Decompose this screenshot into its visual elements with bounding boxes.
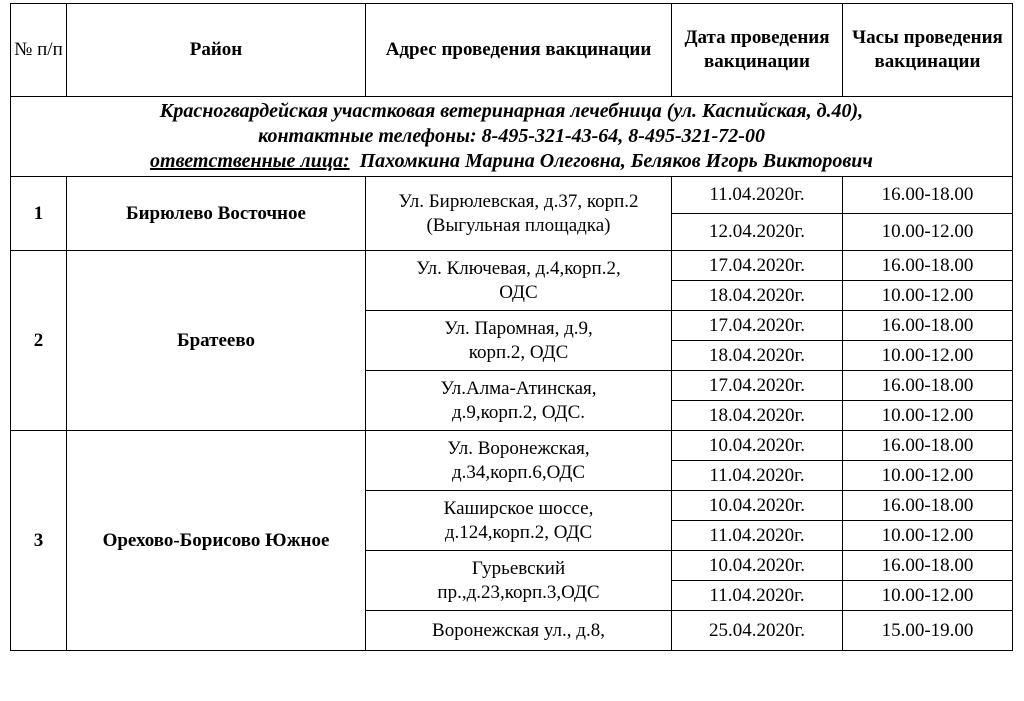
vaccination-date: 10.04.2020г. (672, 431, 843, 461)
vaccination-hours: 15.00-19.00 (843, 611, 1013, 651)
schedule-body (11, 4, 1013, 651)
clinic-responsible (11, 149, 1012, 174)
row-number: 2 (11, 251, 67, 431)
clinic-info-row (11, 97, 1013, 177)
district-name: Бирюлево Восточное (67, 177, 366, 251)
vaccination-address: Ул. Паромная, д.9, корп.2, ОДС (366, 311, 672, 371)
vaccination-address: Ул. Бирюлевская, д.37, корп.2 (Выгульная площадка) (366, 177, 672, 251)
district-name: Братеево (67, 251, 366, 431)
responsible-names: Пахомкина Марина Олеговна, Беляков Игорь Викторович (359, 150, 873, 172)
header-hours: Часы проведения вакцинации (843, 4, 1013, 97)
header-date: Дата проведения вакцинации (672, 4, 843, 97)
vaccination-date: 18.04.2020г. (672, 281, 843, 311)
vaccination-hours: 10.00-12.00 (843, 401, 1013, 431)
vaccination-hours: 16.00-18.00 (843, 431, 1013, 461)
vaccination-date: 18.04.2020г. (672, 341, 843, 371)
vaccination-address: Воронежская ул., д.8, (366, 611, 672, 651)
clinic-phones: контактные телефоны: 8-495-321-43-64, 8-495-321-72-00 (258, 125, 765, 147)
vaccination-hours: 16.00-18.00 (843, 371, 1013, 401)
vaccination-date: 17.04.2020г. (672, 251, 843, 281)
vaccination-date: 18.04.2020г. (672, 401, 843, 431)
vaccination-hours: 16.00-18.00 (843, 311, 1013, 341)
vaccination-hours: 10.00-12.00 (843, 461, 1013, 491)
vaccination-date: 10.04.2020г. (672, 491, 843, 521)
header-row (11, 4, 1013, 97)
row-number: 3 (11, 431, 67, 651)
table-row (11, 177, 1013, 214)
vaccination-address: Ул. Ключевая, д.4,корп.2, ОДС (366, 251, 672, 311)
vaccination-date: 10.04.2020г. (672, 551, 843, 581)
clinic-info (11, 97, 1013, 177)
table-row (11, 431, 1013, 461)
vaccination-hours: 16.00-18.00 (843, 551, 1013, 581)
vaccination-hours: 10.00-12.00 (843, 341, 1013, 371)
vaccination-hours: 10.00-12.00 (843, 581, 1013, 611)
table-row (11, 251, 1013, 281)
vaccination-hours: 10.00-12.00 (843, 281, 1013, 311)
vaccination-address: Ул. Воронежская, д.34,корп.6,ОДС (366, 431, 672, 491)
vaccination-date: 12.04.2020г. (672, 214, 843, 251)
header-num: № п/п (11, 4, 67, 97)
district-name: Орехово-Борисово Южное (67, 431, 366, 651)
vaccination-hours: 10.00-12.00 (843, 214, 1013, 251)
vaccination-date: 17.04.2020г. (672, 311, 843, 341)
responsible-label: ответственные лица: (150, 150, 350, 172)
vaccination-address: Ул.Алма-Атинская, д.9,корп.2, ОДС. (366, 371, 672, 431)
vaccination-hours: 16.00-18.00 (843, 491, 1013, 521)
vaccination-date: 11.04.2020г. (672, 461, 843, 491)
vaccination-date: 11.04.2020г. (672, 581, 843, 611)
vaccination-address: Гурьевский пр.,д.23,корп.3,ОДС (366, 551, 672, 611)
vaccination-schedule-table (10, 3, 1013, 651)
vaccination-date: 25.04.2020г. (672, 611, 843, 651)
vaccination-date: 11.04.2020г. (672, 521, 843, 551)
vaccination-date: 11.04.2020г. (672, 177, 843, 214)
header-district: Район (67, 4, 366, 97)
vaccination-hours: 10.00-12.00 (843, 521, 1013, 551)
vaccination-hours: 16.00-18.00 (843, 251, 1013, 281)
vaccination-hours: 16.00-18.00 (843, 177, 1013, 214)
header-address: Адрес проведения вакцинации (366, 4, 672, 97)
clinic-name: Красногвардейская участковая ветеринарная лечебница (ул. Каспийская, д.40), (159, 100, 864, 122)
vaccination-date: 17.04.2020г. (672, 371, 843, 401)
row-number: 1 (11, 177, 67, 251)
vaccination-address: Каширское шоссе, д.124,корп.2, ОДС (366, 491, 672, 551)
